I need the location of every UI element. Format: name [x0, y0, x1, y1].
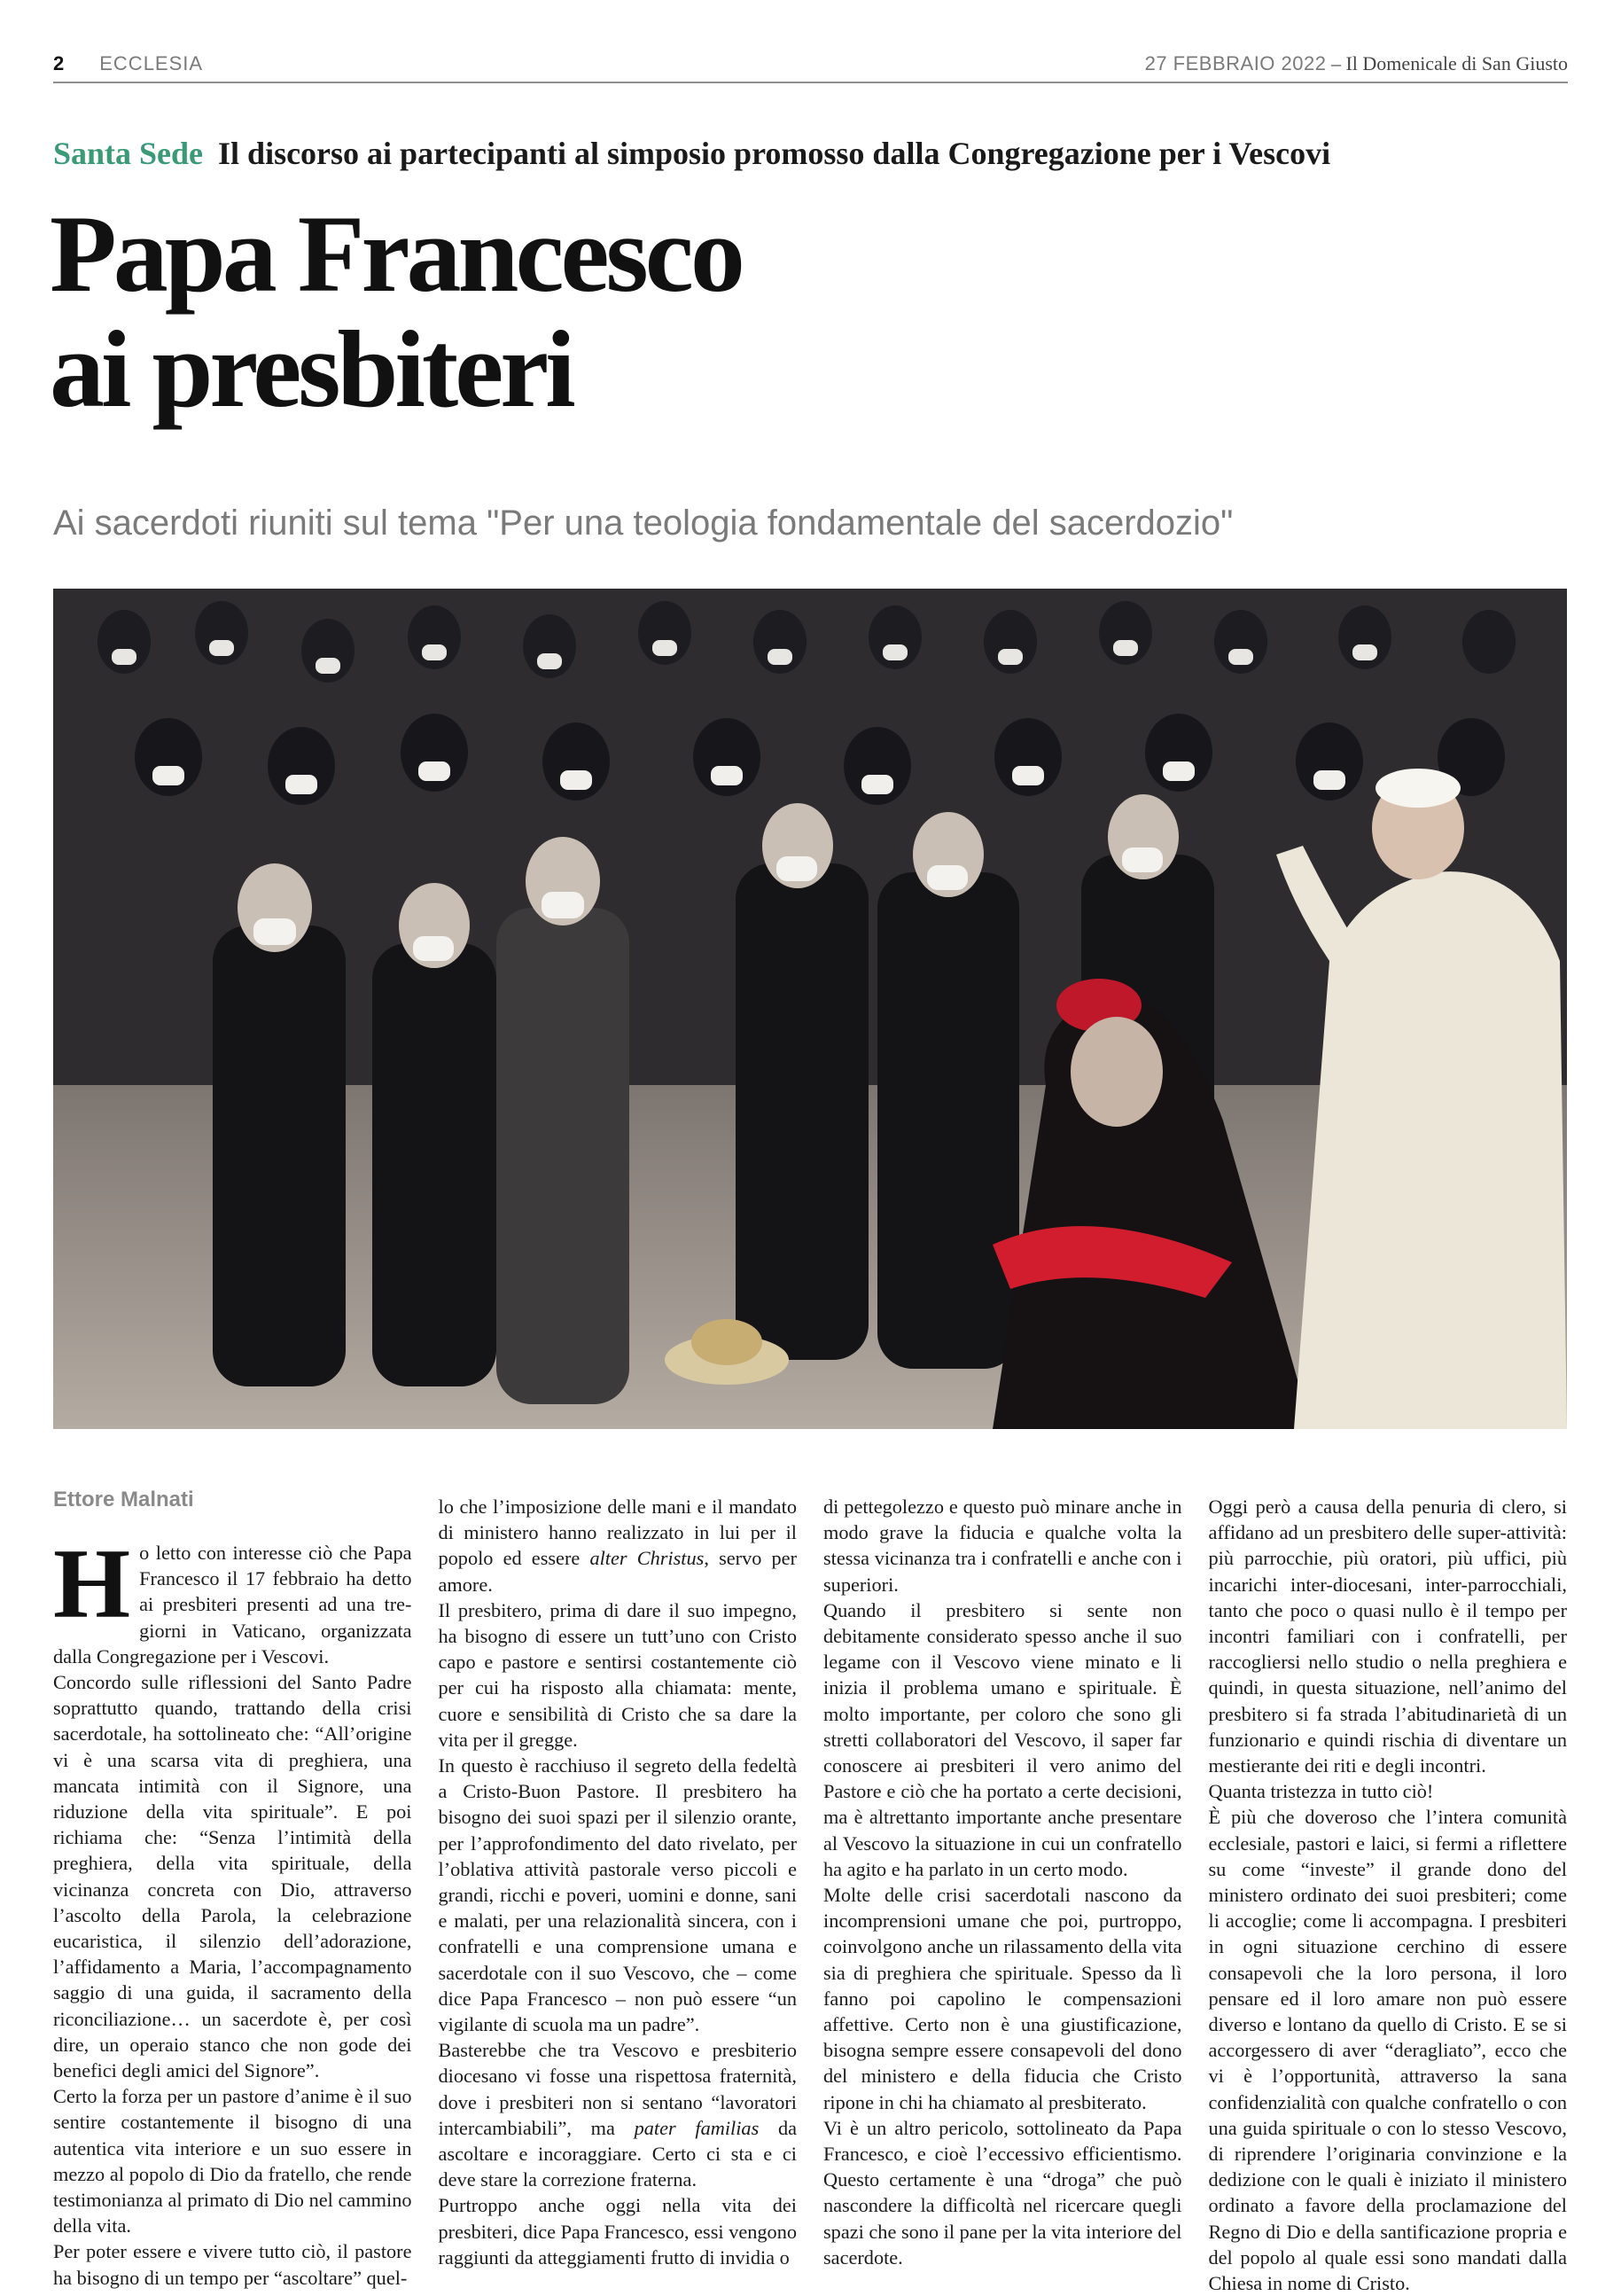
- article-paragraph: Per poter essere e vivere tutto ciò, il pastore ha bisogno di un tempo per “ascoltare” quel-: [53, 2240, 412, 2289]
- emphasis-text: alter Christus: [589, 1547, 705, 1570]
- article-paragraph: Vi è un altro pericolo, sottolineato da Papa Francesco, e cioè l’eccessivo efficientismo. Questo certamente è una “droga” che può nascondere la difficoltà nel ricercare quegli spazi che sono il pane per la vita interiore del sacerdote.: [823, 2116, 1182, 2269]
- article-paragraph: Quanta tristezza in tutto ciò!: [1208, 1780, 1434, 1803]
- article-column-2: [439, 1494, 798, 2296]
- header-separator: –: [1326, 52, 1346, 74]
- photo-illustration: [53, 589, 1567, 1429]
- article-paragraph: [439, 2037, 798, 2192]
- article-paragraph: [439, 1494, 798, 1597]
- kicker-text: Il discorso ai partecipanti al simposio promosso dalla Congregazione per i Vescovi: [218, 136, 1331, 171]
- article-column-4: [1209, 1494, 1568, 2296]
- page-number: 2: [53, 52, 65, 74]
- article-column-1: [53, 1494, 412, 2296]
- article-paragraph: Quando il presbitero si sente non debitamente considerato spesso anche il suo legame con il Vescovo viene minato e li inizia il problema umano e spirituale. È molto importante, per coloro che sono gli stretti collaboratori del Vescovo, il saper far conoscere ai presbiteri il vero animo del Pastore e ciò che ha portato a certe decisioni, ma è altrettanto importante anche presentare al Vescovo la situazione in cui un confratello ha agito e ha parlato in un certo modo.: [823, 1598, 1182, 1880]
- running-header-right: [1145, 52, 1568, 75]
- article-paragraph: È più che doveroso che l’intera comunità ecclesiale, pastori e laici, si fermi a riflettere su come “investe” il grande dono del ministero ordinato dei suoi presbiteri; come li accoglie; come li accompagna. I presbiteri in ogni situazione cerchino di essere consapevoli che la loro persona, il loro pensare ed il loro amare non può essere diverso e lontano da quello di Cristo. E se si accorgessero di aver “deragliato”, ecco che vi è l’opportunità, attraverso la sana confidenzialità con qualche confratello o con una guida spirituale o con lo stesso Vescovo, di riprendere l’originaria convinzione e la dedizione con le quali è iniziato il ministero ordinato a favore della proclamazione del Regno di Dio e della santificazione propria e del popolo al quale essi sono mandati dalla Chiesa in nome di Cristo.: [1208, 1806, 1567, 2295]
- article-paragraph: Il presbitero, prima di dare il suo impegno, ha bisogno di essere un tutt’uno con Cristo capo e pastore e sentirsi costantemente ciò per cui ha risposto alla chiamata: mente, cuore e sensibilità di Cristo che sa dare la vita per il gregge.: [438, 1598, 797, 1751]
- article-paragraph: Certo la forza per un pastore d’anime è il suo sentire costantemente il bisogno di una autentica vita interiore e un suo essere in mezzo al popolo di Dio da fratello, che rende testimonianza al primato di Dio nel cammino della vita.: [53, 2085, 412, 2237]
- article-column-3: [823, 1494, 1182, 2296]
- drop-cap: H: [53, 1529, 131, 1639]
- paragraph-text: da ascoltare e incoraggiare. Certo ci sta e ci deve stare la correzione fraterna.: [438, 2116, 798, 2191]
- article-paragraph: Purtroppo anche oggi nella vita dei presbiteri, dice Papa Francesco, essi vengono raggiunti da atteggiamenti frutto di invidia o: [438, 2194, 797, 2269]
- publication-name: Il Domenicale di San Giusto: [1345, 52, 1568, 74]
- kicker: [53, 135, 1330, 172]
- section-name: ECCLESIA: [99, 52, 204, 74]
- paragraph-text: o letto con interesse ciò che Papa Francesco il 17 febbraio ha detto ai presbiteri presenti ad una tre-giorni in Vaticano, organizzata dalla Congregazione per i Vescovi.: [53, 1542, 412, 1667]
- article-paragraph: Oggi però a causa della penuria di clero, si affidano ad un presbitero delle super-attività: più parrocchie, più oratori, più uffici, più incarichi inter-diocesani, inter-parrocchiali, tanto che poco o quasi nullo è il tempo per incontri familiari con i confratelli, per raccogliersi nello studio o nella preghiera e quindi, in questa situazione, nell’animo del presbitero si fa strada l’abitudinarietà di un funzionario e quindi rischia di diventare un mestierante dei riti e degli incontri.: [1208, 1496, 1567, 1777]
- paragraph-text: , servo per amore.: [438, 1547, 797, 1596]
- emphasis-text: pater familias: [634, 2116, 760, 2139]
- article-paragraph: Molte delle crisi sacerdotali nascono da incomprensioni umane che poi, purtroppo, coinvolgono anche un rilassamento della vita sia di preghiera che spirituale. Spesso da lì fanno poi capolino le compensazioni affettive. Certo non è una giustificazione, bisogna sempre essere consapevoli del dono del ministero e della fiducia che Cristo ripone in chi ha chiamato al presbiterato.: [823, 1884, 1182, 2113]
- subtitle: Ai sacerdoti riuniti sul tema "Per una teologia fondamentale del sacerdozio": [53, 504, 1234, 543]
- headline-line-1: Papa Francesco: [50, 193, 742, 315]
- article-paragraph: Concordo sulle riflessioni del Santo Padre soprattutto quando, trattando della crisi sacerdotale, ha sottolineato che: “All’origine vi è una scarsa vita di preghiera, una mancata intimità con il Signore, una riduzione della vita spirituale”. E poi richiama che: “Senza l’intimità della preghiera, della vita spirituale, della vicinanza concreta con Dio, attraverso l’ascolto della Parola, la celebrazione eucaristica, il silenzio dell’adorazione, l’affidamento a Maria, l’accompagnamento saggio di una guida, il sacramento della riconciliazione… un sacerdote è, per così dire, un operaio stanco che non gode dei benefici degli amici del Signore”.: [53, 1671, 412, 2082]
- headline-line-2: ai presbiteri: [50, 308, 573, 430]
- article-photo: [53, 589, 1567, 1429]
- article-paragraph: [53, 1529, 412, 1669]
- headline: [50, 193, 1379, 430]
- running-header-left: [53, 52, 203, 75]
- article-paragraph: In questo è racchiuso il segreto della fedeltà a Cristo-Buon Pastore. Il presbitero ha bisogno dei suoi spazi per il silenzio orante, per l’approfondimento del dato rivelato, per l’oblativa attività pastorale verso piccoli e grandi, ricchi e poveri, uomini e donne, sani e malati, per una relazionalità sincera, con i confratelli e una comprensione umana e sacerdotale con il suo Vescovo, che – come dice Papa Francesco – non può essere “un vigilante di scuola ma un padre”.: [438, 1754, 797, 2036]
- running-header: [53, 46, 1568, 83]
- issue-date: 27 FEBBRAIO 2022: [1144, 52, 1327, 74]
- article-paragraph: di pettegolezzo e questo può minare anche in modo grave la fiducia e qualche volta la stessa vicinanza tra i confratelli e anche con i superiori.: [823, 1496, 1182, 1596]
- byline: Ettore Malnati: [53, 1488, 194, 1511]
- paragraph-text: lo che l’imposizione delle mani e il mandato di ministero hanno realizzato in lui per il popolo ed essere: [438, 1496, 797, 1570]
- kicker-tag: Santa Sede: [53, 136, 204, 171]
- article-body: [53, 1494, 1567, 2295]
- paragraph-text: Basterebbe che tra Vescovo e presbiterio diocesano vi fosse una rispettosa fraternità, dove i presbiteri non si sentano “lavoratori intercambiabili”, ma: [438, 2039, 797, 2139]
